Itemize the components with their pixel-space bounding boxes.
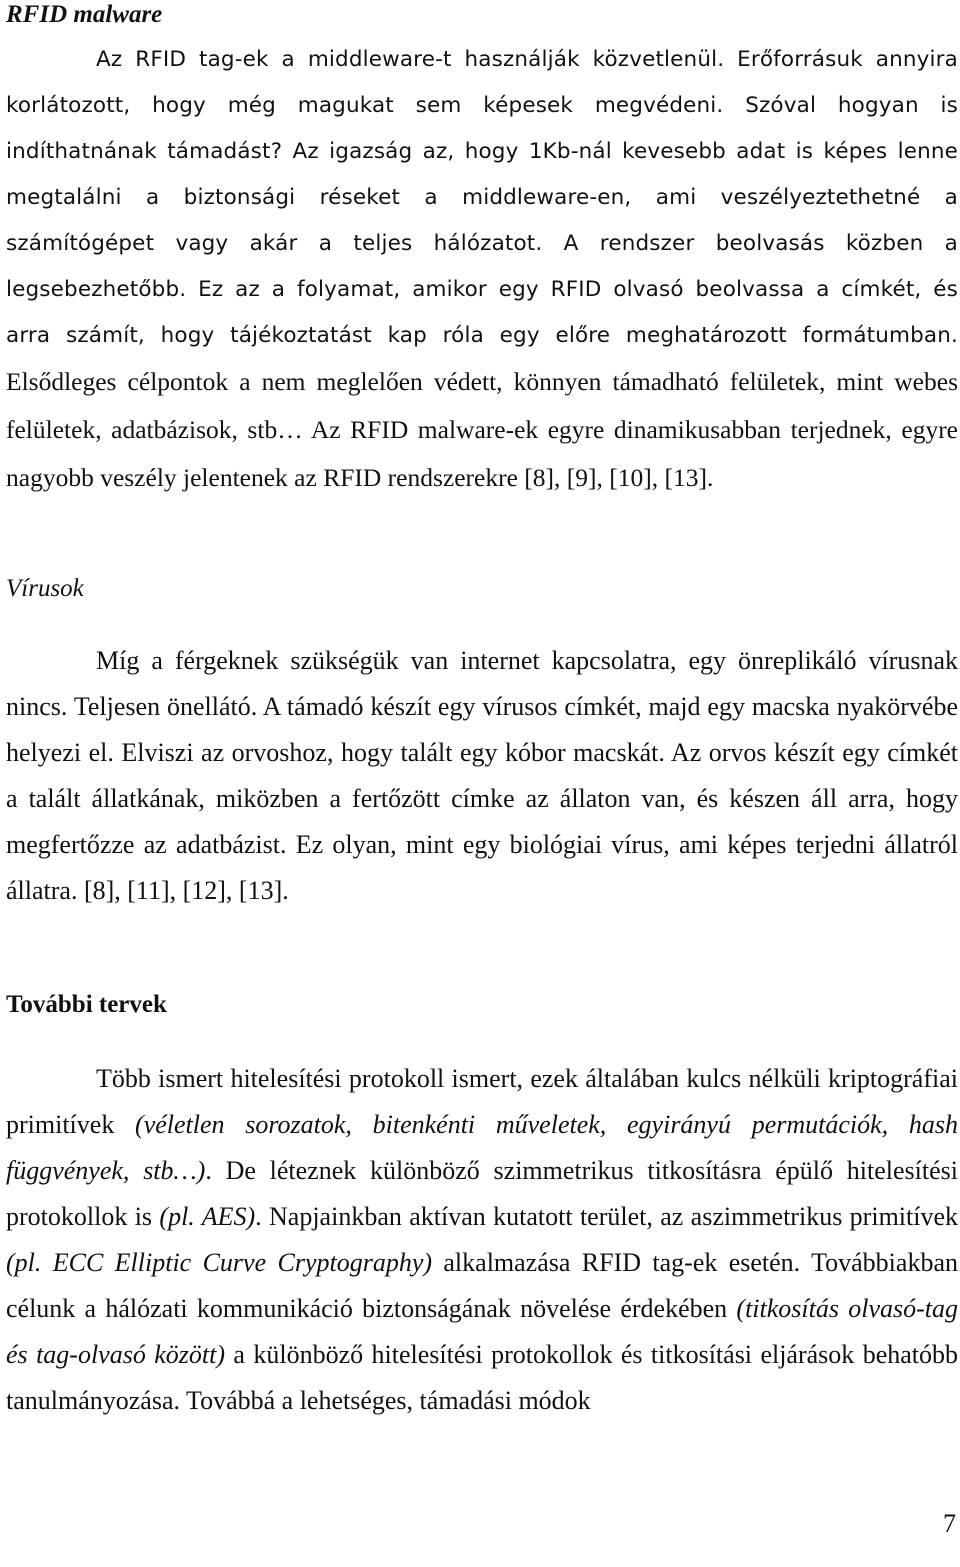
paragraph-rfid-malware-sans: Az RFID tag-ek a middleware-t használják közvetlenül. Erőforrásuk annyira korlátozott, hogy még magukat sem képesek megvédeni. Szóval hogyan is indíthatnának támadást? Az igazság az, hogy 1Kb-nál kevesebb adat is képes lenne megtalálni a biztonsági réseket a middleware-en, ami veszélyeztethetné a számítógépet vagy akár a teljes hálózatot. A rendszer beolvasás közben a legsebezhetőbb. Ez az a folyamat, amikor egy RFID olvasó beolvassa a címkét, és arra számít, hogy tájékoztatást kap róla egy előre meghatározott formátumban. [6, 47, 958, 348]
tervek-text-4: alkalmazása RFID tag-ek esetén. Továbbiakban célunk a hálózati kommunikáció biztonságának növelése érdekében [6, 1248, 958, 1323]
tervek-text-1: Több ismert hitelesítési protokoll ismert, ezek általában kulcs nélküli kriptográfiai primitívek [6, 1064, 958, 1139]
tervek-em-3: (pl. ECC Elliptic Curve Cryptography) [6, 1248, 433, 1277]
tervek-em-4: (titkosítás olvasó-tag és tag-olvasó között) [6, 1294, 958, 1369]
tervek-em-1: (véletlen sorozatok, bitenkénti műveletek, egyirányú permutációk, hash függvények, stb…) [6, 1110, 958, 1185]
section-title-rfid-malware: RFID malware [6, 1, 163, 28]
section-title-virusok: Vírusok [6, 575, 84, 602]
paragraph-virusok: Míg a férgeknek szükségük van internet kapcsolatra, egy önreplikáló vírusnak nincs. Teljesen önellátó. A támadó készít egy vírusos címkét, majd egy macska nyakörvébe helyezi el. Elviszi az orvoshoz, hogy talált egy kóbor macskát. Az orvos készít egy címkét a talált állatkának, miközben a fertőzött címke az állaton van, és készen áll arra, hogy megfertőzze az adatbázist. Ez olyan, mint egy biológiai vírus, ami képes terjedni állatról állatra. [8], [11], [12], [13]. [6, 646, 958, 905]
tervek-text-2: . De léteznek különböző szimmetrikus titkosításra épülő hitelesítési protokollok is [6, 1156, 958, 1231]
tervek-text-3: . Napjainkban aktívan kutatott terület, az aszimmetrikus primitívek [255, 1202, 958, 1231]
page-number: 7 [943, 1509, 956, 1538]
section-title-tovabbi-tervek: További tervek [6, 991, 167, 1018]
tervek-em-2: (pl. AES) [159, 1202, 256, 1231]
tervek-text-5: a különböző hitelesítési protokollok és titkosítási eljárások behatóbb tanulmányozása. Továbbá a lehetséges, támadási módok [6, 1340, 958, 1415]
paragraph-tovabbi-tervek [6, 1056, 958, 1424]
paragraph-rfid-malware [6, 37, 958, 503]
paragraph-rfid-malware-serif: Elsődleges célpontok a nem meglelően védett, könnyen támadható felületek, mint webes felületek, adatbázisok, stb… Az RFID malware-ek egyre dinamikusabban terjednek, egyre nagyobb veszély jelentenek az RFID rendszerekre [8], [9], [10], [13]. [6, 367, 958, 492]
